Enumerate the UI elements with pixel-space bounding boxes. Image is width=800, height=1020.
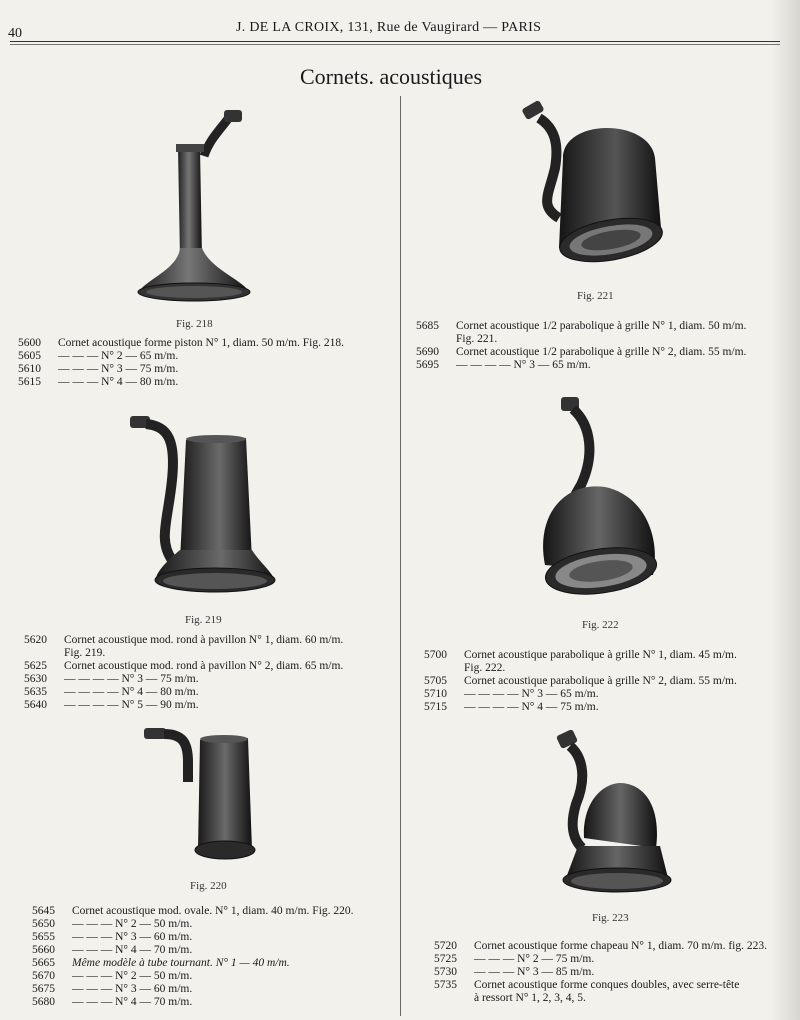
list-item — [32, 931, 354, 944]
figure-220-illustration — [142, 722, 277, 872]
list-item — [18, 337, 344, 350]
item-code: 5725 — [434, 953, 457, 965]
item-code: 5630 — [24, 673, 47, 685]
figure-223-illustration — [548, 728, 678, 903]
figure-223-caption: Fig. 223 — [592, 912, 629, 924]
item-text: — — — N° 4 — 70 m/m. — [72, 944, 193, 956]
item-code: 5640 — [24, 699, 47, 711]
list-item — [434, 979, 767, 992]
list-item — [24, 699, 343, 712]
item-text: Fig. 222. — [464, 662, 506, 674]
item-text: — — — — N° 3 — 75 m/m. — [64, 673, 199, 685]
item-text: — — — N° 2 — 65 m/m. — [58, 350, 179, 362]
item-code: 5610 — [18, 363, 41, 375]
item-text: — — — — N° 4 — 75 m/m. — [464, 701, 599, 713]
list-item — [24, 686, 343, 699]
list-item — [434, 992, 767, 1005]
block-223-list — [434, 940, 767, 1005]
figure-219-illustration — [128, 410, 278, 605]
list-item — [416, 320, 746, 333]
list-item — [18, 376, 344, 389]
item-code: 5645 — [32, 905, 55, 917]
list-item — [18, 350, 344, 363]
block-219-list — [24, 634, 343, 712]
item-text: — — — — N° 3 — 65 m/m. — [464, 688, 599, 700]
column-divider — [400, 96, 401, 1016]
list-item — [24, 673, 343, 686]
item-text: Cornet acoustique 1/2 parabolique à grille N° 1, diam. 50 m/m. — [456, 320, 747, 332]
running-head: J. DE LA CROIX, 131, Rue de Vaugirard — PARIS — [236, 20, 542, 35]
list-item — [18, 363, 344, 376]
page-number: 40 — [8, 26, 22, 41]
item-text: — — — N° 3 — 60 m/m. — [72, 983, 193, 995]
item-code: 5720 — [434, 940, 457, 952]
figure-222-illustration — [525, 395, 665, 615]
item-text: — — — N° 2 — 75 m/m. — [474, 953, 595, 965]
item-text: Fig. 221. — [456, 333, 498, 345]
item-text: — — — — N° 5 — 90 m/m. — [64, 699, 199, 711]
list-item — [416, 359, 746, 372]
figure-222-caption: Fig. 222 — [582, 619, 619, 631]
list-item — [24, 660, 343, 673]
header-rule — [10, 41, 780, 42]
item-code: 5660 — [32, 944, 55, 956]
item-text: — — — N° 3 — 85 m/m. — [474, 966, 595, 978]
item-text: — — — N° 4 — 80 m/m. — [58, 376, 179, 388]
list-item — [424, 688, 737, 701]
list-item — [416, 333, 746, 346]
figure-218-illustration — [130, 108, 260, 308]
item-code: 5625 — [24, 660, 47, 672]
item-text: Cornet acoustique forme conques doubles, avec serre-tête — [474, 979, 740, 991]
item-text: à ressort N° 1, 2, 3, 4, 5. — [474, 992, 586, 1004]
list-item — [434, 966, 767, 979]
item-code: 5615 — [18, 376, 41, 388]
item-code: 5710 — [424, 688, 447, 700]
item-code: 5690 — [416, 346, 439, 358]
item-text: Cornet acoustique 1/2 parabolique à grille N° 2, diam. 55 m/m. — [456, 346, 747, 358]
item-text: — — — N° 2 — 50 m/m. — [72, 918, 193, 930]
item-code: 5700 — [424, 649, 447, 661]
item-text: Cornet acoustique forme piston N° 1, diam. 50 m/m. Fig. 218. — [58, 337, 345, 349]
figure-221-caption: Fig. 221 — [577, 290, 614, 302]
item-text: — — — N° 3 — 75 m/m. — [58, 363, 179, 375]
list-item — [32, 944, 354, 957]
item-code: 5675 — [32, 983, 55, 995]
figure-218-caption: Fig. 218 — [176, 318, 213, 330]
list-item — [434, 940, 767, 953]
list-item — [424, 662, 737, 675]
item-text: Cornet acoustique parabolique à grille N° 1, diam. 45 m/m. — [464, 649, 737, 661]
item-code: 5650 — [32, 918, 55, 930]
item-text: Cornet acoustique parabolique à grille N° 2, diam. 55 m/m. — [464, 675, 737, 687]
item-code: 5600 — [18, 337, 41, 349]
item-text: — — — N° 3 — 60 m/m. — [72, 931, 193, 943]
figure-219-caption: Fig. 219 — [185, 614, 222, 626]
block-220-list — [32, 905, 354, 1009]
item-text: Cornet acoustique mod. rond à pavillon N° 2, diam. 65 m/m. — [64, 660, 344, 672]
page-title: Cornets. acoustiques — [300, 64, 483, 89]
item-text: — — — N° 2 — 50 m/m. — [72, 970, 193, 982]
item-code: 5705 — [424, 675, 447, 687]
item-code: 5730 — [434, 966, 457, 978]
item-code: 5715 — [424, 701, 447, 713]
list-item — [24, 634, 343, 647]
list-item — [434, 953, 767, 966]
item-code: 5605 — [18, 350, 41, 362]
list-item — [424, 675, 737, 688]
list-item — [424, 701, 737, 714]
item-code: 5620 — [24, 634, 47, 646]
item-code: 5685 — [416, 320, 439, 332]
item-text: Cornet acoustique mod. rond à pavillon N° 1, diam. 60 m/m. — [64, 634, 344, 646]
item-code: 5670 — [32, 970, 55, 982]
item-text: — — — N° 4 — 70 m/m. — [72, 996, 193, 1008]
page-edge-shadow — [770, 0, 800, 1020]
block-218-list — [18, 337, 344, 389]
item-code: 5635 — [24, 686, 47, 698]
item-code: 5665 — [32, 957, 55, 969]
figure-220-caption: Fig. 220 — [190, 880, 227, 892]
item-code: 5680 — [32, 996, 55, 1008]
list-item — [416, 346, 746, 359]
item-text: Cornet acoustique mod. ovale. N° 1, diam. 40 m/m. Fig. 220. — [72, 905, 354, 917]
item-text: Fig. 219. — [64, 647, 106, 659]
block-222-list — [424, 649, 737, 714]
list-item — [24, 647, 343, 660]
item-text: — — — — N° 3 — 65 m/m. — [456, 359, 591, 371]
list-item — [32, 905, 354, 918]
item-code: 5695 — [416, 359, 439, 371]
header-rule-secondary — [10, 44, 780, 45]
figure-221-illustration — [515, 98, 675, 283]
list-item — [424, 649, 737, 662]
list-item — [32, 957, 354, 970]
block-221-list — [416, 320, 746, 372]
item-text: Même modèle à tube tournant. N° 1 — 40 m/m. — [72, 957, 290, 969]
item-text: — — — — N° 4 — 80 m/m. — [64, 686, 199, 698]
list-item — [32, 918, 354, 931]
item-code: 5735 — [434, 979, 457, 991]
list-item — [32, 970, 354, 983]
item-text: Cornet acoustique forme chapeau N° 1, diam. 70 m/m. fig. 223. — [474, 940, 767, 952]
list-item — [32, 983, 354, 996]
list-item — [32, 996, 354, 1009]
item-code: 5655 — [32, 931, 55, 943]
